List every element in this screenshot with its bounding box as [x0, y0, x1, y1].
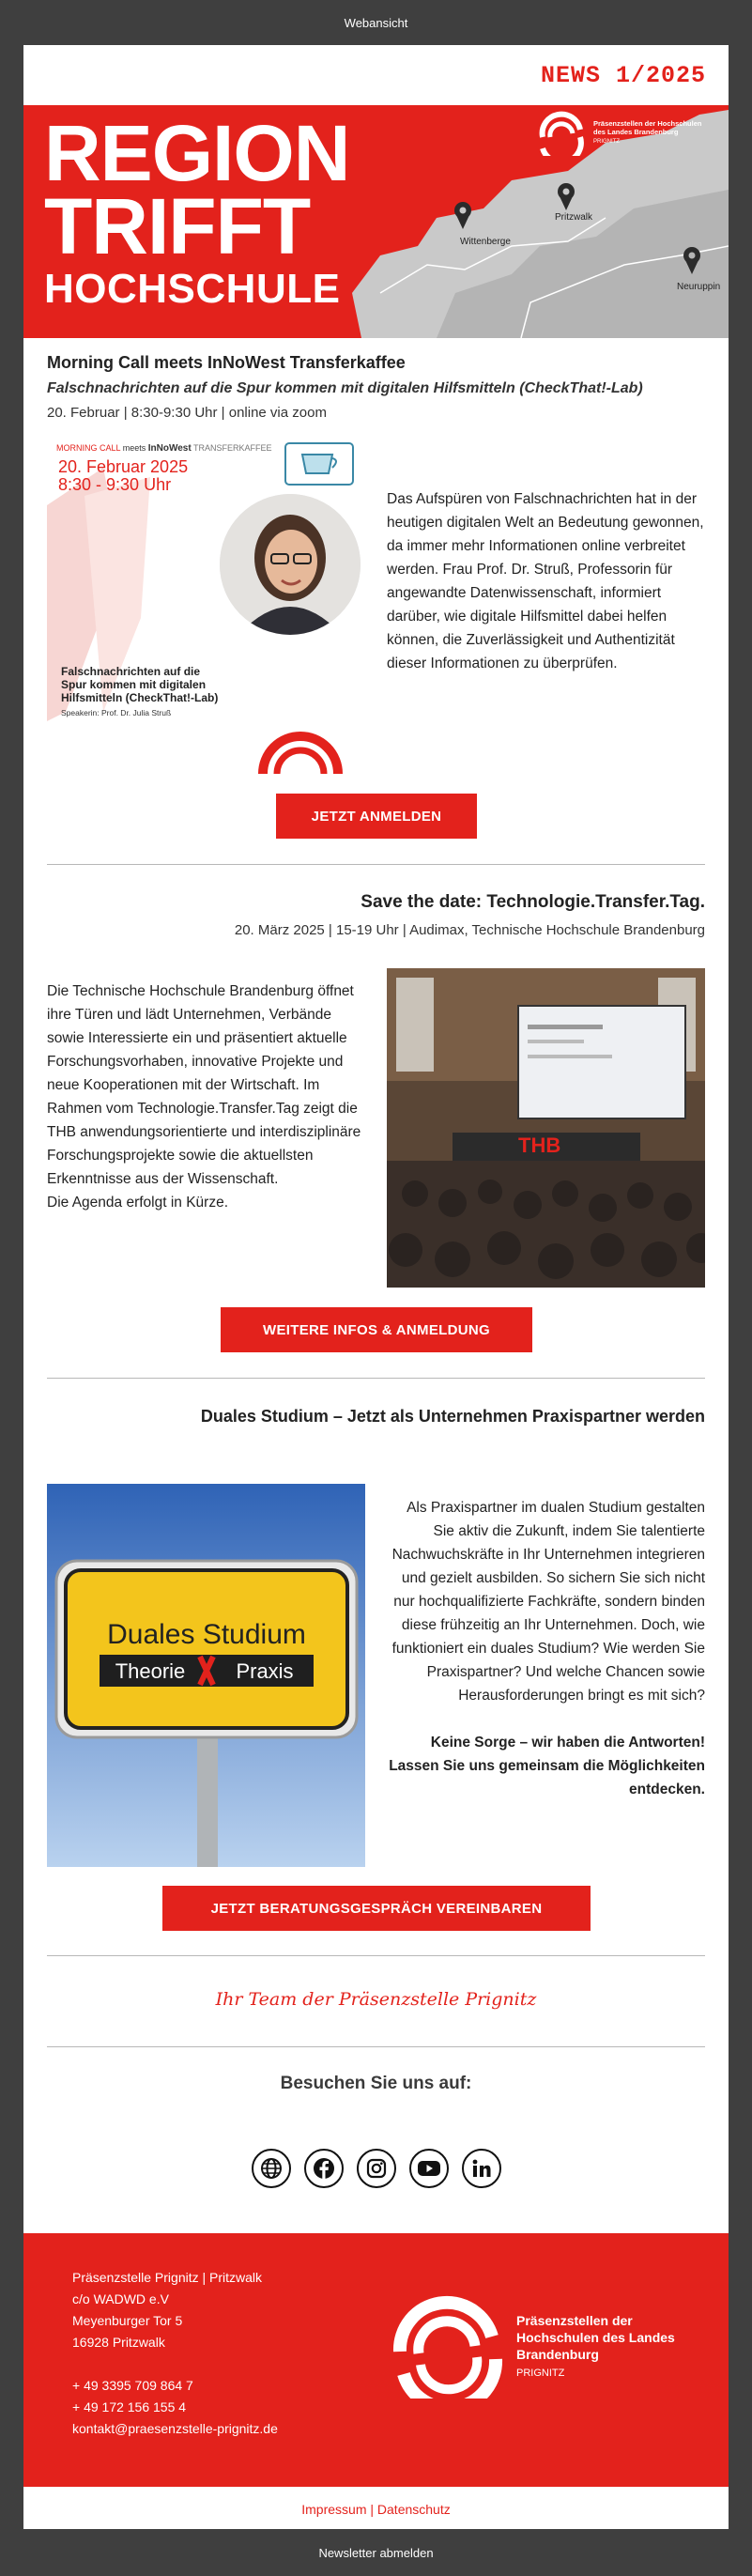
- pin-label: Wittenberge: [460, 237, 511, 247]
- phone-link[interactable]: + 49 3395 709 864 7: [72, 2378, 193, 2393]
- youtube-icon[interactable]: [409, 2149, 449, 2188]
- hero-title-line: HOCHSCHULE: [44, 266, 341, 312]
- event2-photo: [387, 968, 705, 1288]
- instagram-icon[interactable]: [357, 2149, 396, 2188]
- newsletter-sheet: [23, 45, 729, 2529]
- datenschutz-link[interactable]: Datenschutz: [376, 2502, 451, 2517]
- address-line: c/o WADWD e.V: [72, 2291, 169, 2306]
- phone-link[interactable]: + 49 172 156 155 4: [72, 2399, 187, 2414]
- unsubscribe-link[interactable]: Newsletter abmelden: [318, 2545, 434, 2560]
- consultation-button[interactable]: JETZT BERATUNGSGESPRÄCH VEREINBAREN: [162, 1886, 591, 1931]
- divider: [47, 2046, 705, 2047]
- event2-title: Save the date: Technologie.Transfer.Tag.: [361, 892, 705, 912]
- divider: [47, 864, 705, 865]
- team-signature: Ihr Team der Präsenzstelle Prignitz: [215, 1989, 537, 2010]
- promo-date: 20. Februar 2025: [58, 457, 189, 476]
- facebook-icon[interactable]: [304, 2149, 344, 2188]
- promo-brand-meets: meets: [122, 443, 146, 453]
- legal-separator: |: [366, 2502, 377, 2517]
- social-links: [23, 2149, 729, 2188]
- sign-text-main: Duales Studium: [107, 1619, 306, 1650]
- event1-header: [47, 353, 705, 421]
- impressum-link[interactable]: Impressum: [301, 2502, 367, 2517]
- address-line: Präsenzstelle Prignitz | Pritzwalk: [72, 2270, 263, 2285]
- event3-title: Duales Studium – Jetzt als Unternehmen Praxispartner werden: [200, 1407, 705, 1426]
- event2-agenda-note: Die Agenda erfolgt in Kürze.: [47, 1195, 229, 1211]
- event1-meta: 20. Februar | 8:30-9:30 Uhr | online via zoom: [47, 405, 327, 421]
- issue-number: NEWS 1/2025: [540, 62, 706, 89]
- logo-text: Präsenzstellen der Hochschulen des Landes Brandenburg: [516, 2313, 675, 2362]
- praesenzstelle-logo-icon: [535, 109, 588, 156]
- event2-meta: 20. März 2025 | 15-19 Uhr | Audimax, Technische Hochschule Brandenburg: [234, 922, 705, 938]
- footer-logo: [387, 2295, 714, 2399]
- event1-promo-image: [47, 430, 366, 774]
- address-line: Meyenburger Tor 5: [72, 2313, 183, 2328]
- promo-caption: Falschnachrichten auf die Spur kommen mit digitalen Hilfsmitteln (CheckThat!-Lab): [61, 665, 219, 704]
- footer: [23, 2233, 729, 2487]
- praesenzstelle-logo: [535, 109, 715, 156]
- hero-title-line: TRIFFT: [44, 182, 311, 270]
- visit-heading: Besuchen Sie uns auf:: [280, 2074, 472, 2093]
- hero-title-line: REGION: [44, 109, 350, 197]
- hero-banner: [23, 105, 729, 338]
- logo-text: Präsenzstellen der Hochschulen des Landes Brandenburg: [593, 118, 702, 136]
- email-link[interactable]: kontakt@praesenzstelle-prignitz.de: [72, 2421, 278, 2436]
- speaker-portrait: [220, 494, 361, 635]
- event1-title: Morning Call meets InNoWest Transferkaffee: [47, 353, 406, 372]
- footer-address: [72, 2267, 278, 2440]
- register-button[interactable]: JETZT ANMELDEN: [276, 794, 477, 839]
- coffee-cup-icon: [284, 441, 355, 490]
- thb-stage-sign: THB: [518, 1134, 561, 1157]
- pin-label: Neuruppin: [677, 282, 721, 292]
- event2-header: [47, 892, 705, 938]
- legal-links: [23, 2502, 729, 2517]
- pin-label: Pritzwalk: [555, 212, 593, 223]
- event2-body-text: Die Technische Hochschule Brandenburg öffnet ihre Türen und lädt Unternehmen, Verbände sowie Interessierte ein und präsentiert aktuelle Forschungsvorhaben, innovative Projekte und neue Kooperationen mit der Wirtschaft. Im Rahmen vom Technologie.Transfer.Tag zeigt die THB anwendungsorientierte und interdisziplinäre Forschungsprojekte sowie die aktuellsten Erkenntnisse aus der Wissenschaft.: [47, 983, 361, 1187]
- logo-subtext: PRIGNITZ: [593, 138, 620, 145]
- event3-body-text: Als Praxispartner im dualen Studium gestalten Sie aktiv die Zukunft, indem Sie talentierte Nachwuchskräfte in Ihr Unternehmen integrieren und gezielt ausbilden. So sichern Sie sich nicht nur hochqualifizierte Fachkräfte, sondern binden diese frühzeitig an Ihr Unternehmen. Doch, wie funktioniert ein duales Studium? Wie werden Sie Praxispartner? Und welche Chancen sowie Herausforderungen bringt es mit sich?: [391, 1500, 705, 1704]
- divider: [47, 1378, 705, 1379]
- promo-brand: MORNING CALL: [56, 443, 121, 453]
- promo-speaker: Speakerin: Prof. Dr. Julia Struß: [61, 708, 172, 717]
- hero-title: [44, 109, 350, 316]
- event1-subtitle: Falschnachrichten auf die Spur kommen mit digitalen Hilfsmitteln (CheckThat!-Lab): [47, 380, 643, 396]
- linkedin-icon[interactable]: [462, 2149, 501, 2188]
- event3-body: [387, 1496, 705, 1801]
- address-line: 16928 Pritzwalk: [72, 2335, 165, 2350]
- more-info-button[interactable]: WEITERE INFOS & ANMELDUNG: [221, 1307, 532, 1352]
- logo-subtext: PRIGNITZ: [516, 2368, 565, 2379]
- promo-brand-innowest: InNoWest: [147, 443, 192, 454]
- sign-text-right: Praxis: [236, 1659, 294, 1683]
- event3-emphasis: Keine Sorge – wir haben die Antworten! Lassen Sie uns gemeinsam die Möglichkeiten entdecken.: [389, 1735, 705, 1797]
- web-view-link[interactable]: Webansicht: [344, 15, 408, 30]
- promo-brand-sub: TRANSFERKAFFEE: [193, 443, 272, 453]
- event3-sign-photo: [47, 1484, 365, 1867]
- divider: [47, 1955, 705, 1956]
- sign-text-left: Theorie: [115, 1659, 186, 1683]
- promo-time: 8:30 - 9:30 Uhr: [58, 475, 172, 494]
- globe-icon[interactable]: [252, 2149, 291, 2188]
- event1-body: Das Aufspüren von Falschnachrichten hat in der heutigen digitalen Welt an Bedeutung gewonnen, da immer mehr Informationen online verbreitet werden. Frau Prof. Dr. Struß, Professorin für angewandte Datenwissenschaft, informiert darüber, wie digitale Hilfsmittel dabei helfen können, die Zuverlässigkeit und Authentizität dieser Informationen zu überprüfen.: [387, 491, 704, 671]
- event2-body: [47, 979, 366, 1214]
- event3-header: [47, 1407, 705, 1427]
- praesenzstelle-logo-icon: [387, 2295, 509, 2399]
